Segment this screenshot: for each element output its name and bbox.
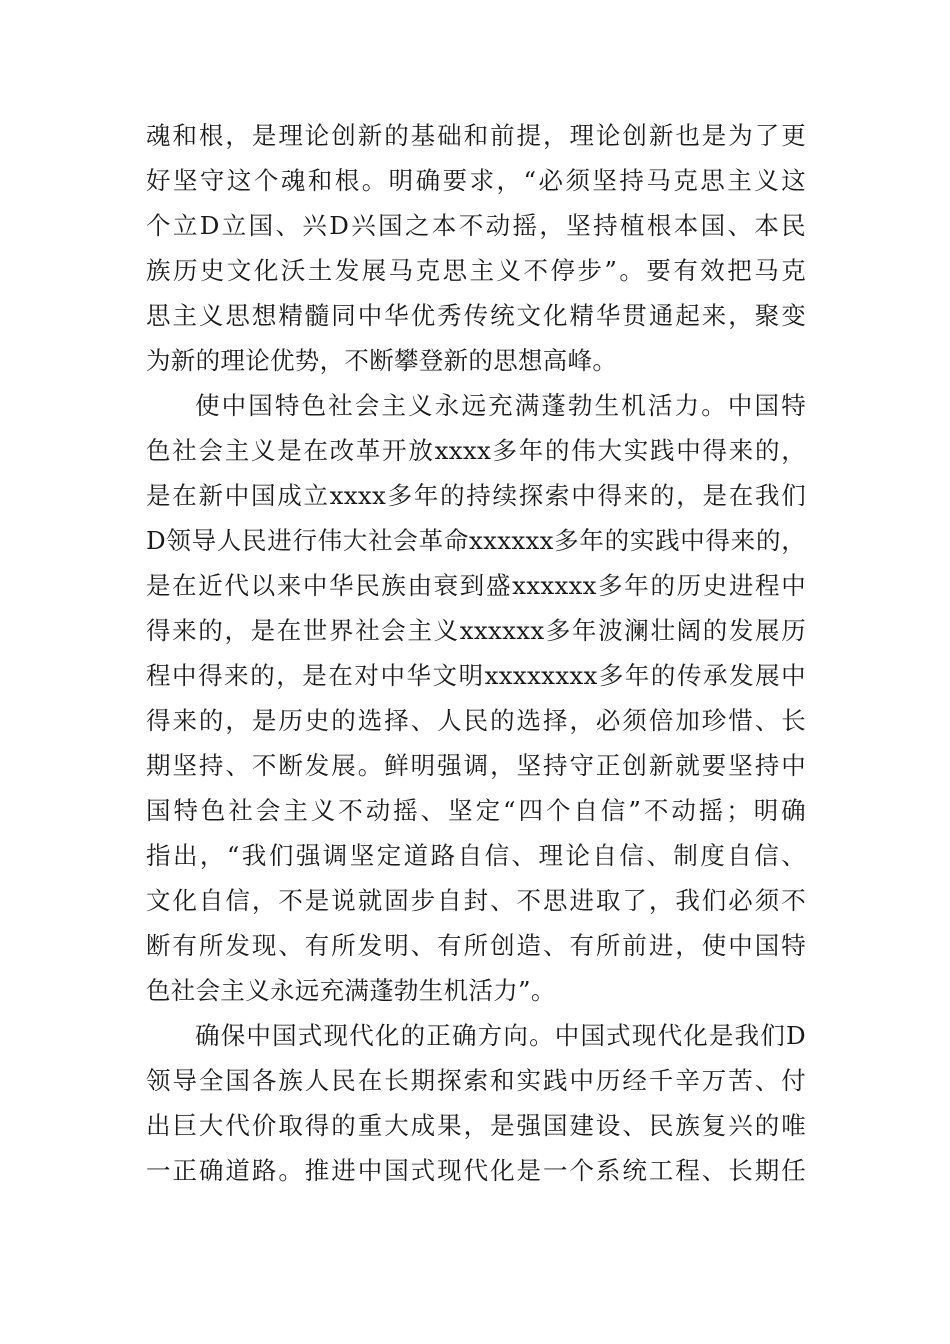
text-line: 确保中国式现代化的正确方向。中国式现代化是我们D <box>195 1021 806 1050</box>
text-line: 为新的理论优势，不断攀登新的思想高峰。 <box>146 346 618 375</box>
text-line: 色社会主义永远充满蓬勃生机活力”。 <box>146 976 556 1005</box>
text-line: 文化自信，不是说就固步自封、不思进取了，我们必须不 <box>146 886 806 915</box>
paragraph-1 <box>146 113 806 383</box>
text-line: 好坚守这个魂和根。明确要求，“必须坚持马克思主义这 <box>146 166 806 195</box>
text-line: 指出，“我们强调坚定道路自信、理论自信、制度自信、 <box>146 841 806 870</box>
text-line: 得来的，是在世界社会主义xxxxxx多年波澜壮阔的发展历 <box>146 616 806 645</box>
text-line: 得来的，是历史的选择、人民的选择，必须倍加珍惜、长 <box>146 706 806 735</box>
text-line: 出巨大代价取得的重大成果，是强国建设、民族复兴的唯 <box>146 1111 806 1140</box>
document-body <box>146 113 806 1193</box>
text-line: 是在近代以来中华民族由衰到盛xxxxxx多年的历史进程中 <box>146 571 806 600</box>
text-line: 一正确道路。推进中国式现代化是一个系统工程、长期任 <box>146 1156 806 1185</box>
text-line: 色社会主义是在改革开放xxxx多年的伟大实践中得来的， <box>146 436 806 465</box>
text-line: 思主义思想精髓同中华优秀传统文化精华贯通起来，聚变 <box>146 301 806 330</box>
paragraph-3 <box>146 1013 806 1193</box>
text-line: 领导全国各族人民在长期探索和实践中历经千辛万苦、付 <box>146 1066 806 1095</box>
text-line: D领导人民进行伟大社会革命xxxxxx多年的实践中得来的， <box>146 526 806 555</box>
text-line: 断有所发现、有所发明、有所创造、有所前进，使中国特 <box>146 931 806 960</box>
text-line: 期坚持、不断发展。鲜明强调，坚持守正创新就要坚持中 <box>146 751 806 780</box>
paragraph-2 <box>146 383 806 1013</box>
text-line: 国特色社会主义不动摇、坚定“四个自信”不动摇；明确 <box>146 796 806 825</box>
text-line: 族历史文化沃土发展马克思主义不停步”。要有效把马克 <box>146 256 806 285</box>
text-line: 程中得来的，是在对中华文明xxxxxxxx多年的传承发展中 <box>146 661 806 690</box>
text-line: 个立D立国、兴D兴国之本不动摇，坚持植根本国、本民 <box>146 211 806 240</box>
text-line: 使中国特色社会主义永远充满蓬勃生机活力。中国特 <box>195 391 806 420</box>
text-line: 是在新中国成立xxxx多年的持续探索中得来的，是在我们 <box>146 481 806 510</box>
text-line: 魂和根，是理论创新的基础和前提，理论创新也是为了更 <box>146 121 806 150</box>
